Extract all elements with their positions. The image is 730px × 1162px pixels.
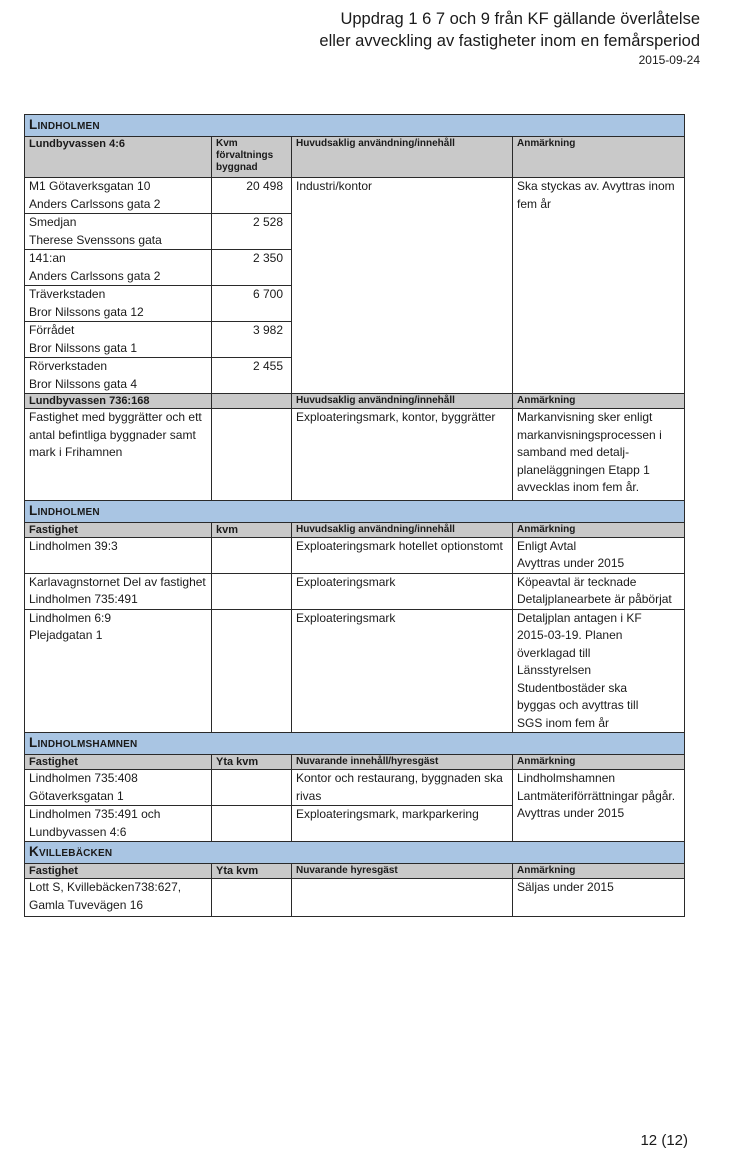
- note-cell: Säljas under 2015: [513, 879, 685, 917]
- col-header-usage: Huvudsaklig användning/innehåll: [292, 522, 513, 537]
- note-cell: Markanvisning sker enligt markanvisningsprocessen i samband med detalj-planeläggningen Etapp 1 avvecklas inom fem år.: [513, 409, 685, 501]
- note-cell: Lindholmshamnen Lantmäteriförrättningar pågår. Avyttras under 2015: [513, 770, 685, 842]
- col-header-kvm: Kvm förvaltnings byggnad: [212, 137, 292, 178]
- kvm-cell: 6 700: [212, 286, 292, 322]
- col-header-note: Anmärkning: [513, 522, 685, 537]
- section-header-lindholmen: [25, 115, 685, 137]
- property-cell: Smedjan Therese Svenssons gata: [25, 214, 212, 250]
- kvm-cell: [212, 573, 292, 609]
- col-header-note: Anmärkning: [513, 755, 685, 770]
- note-cell: Enligt Avtal Avyttras under 2015: [513, 537, 685, 573]
- usage-cell: Exploateringsmark: [292, 609, 513, 733]
- section-header-kvillebacken: [25, 842, 685, 864]
- column-header-row: [25, 137, 685, 178]
- col-header-property: Fastighet: [25, 522, 212, 537]
- property-cell: Lindholmen 735:491 och Lundbyvassen 4:6: [25, 806, 212, 842]
- col-header-note: Anmärkning: [513, 394, 685, 409]
- column-header-row: [25, 755, 685, 770]
- kvm-cell: [212, 409, 292, 501]
- usage-cell: Exploateringsmark: [292, 573, 513, 609]
- kvm-cell: [212, 537, 292, 573]
- usage-cell: Exploateringsmark, markparkering: [292, 806, 513, 842]
- col-header-kvm: Yta kvm: [212, 864, 292, 879]
- usage-cell: Kontor och restaurang, byggnaden ska rivas: [292, 770, 513, 806]
- col-header-property: Fastighet: [25, 755, 212, 770]
- column-header-row: [25, 522, 685, 537]
- kvm-cell: [212, 609, 292, 733]
- section-header-lindholmen: [25, 500, 685, 522]
- note-cell: Ska styckas av. Avyttras inom fem år: [513, 178, 685, 394]
- usage-cell: Industri/kontor: [292, 178, 513, 394]
- col-header-property: Lundbyvassen 4:6: [25, 137, 212, 178]
- note-cell: Detaljplan antagen i KF 2015-03-19. Planen överklagad till Länsstyrelsen Studentbostäder ska byggas och avyttras till SGS inom fem år: [513, 609, 685, 733]
- usage-cell: Exploateringsmark, kontor, byggrätter: [292, 409, 513, 501]
- col-header-kvm: Yta kvm: [212, 755, 292, 770]
- property-cell: Lott S, Kvillebäcken738:627, Gamla Tuvevägen 16: [25, 879, 212, 917]
- table-row: [25, 573, 685, 609]
- usage-cell: Exploateringsmark hotellet optionstomt: [292, 537, 513, 573]
- col-header-note: Anmärkning: [513, 137, 685, 178]
- kvm-cell: 3 982: [212, 322, 292, 358]
- property-cell: Karlavagnstornet Del av fastighet Lindholmen 735:491: [25, 573, 212, 609]
- property-cell: Fastighet med byggrätter och ett antal befintliga byggnader samt mark i Frihamnen: [25, 409, 212, 501]
- table-row: [25, 770, 685, 806]
- property-table: [24, 114, 685, 917]
- col-header-usage: Huvudsaklig användning/innehåll: [292, 394, 513, 409]
- property-cell: Träverkstaden Bror Nilssons gata 12: [25, 286, 212, 322]
- kvm-cell: [212, 806, 292, 842]
- col-header-note: Anmärkning: [513, 864, 685, 879]
- table-row: [25, 409, 685, 501]
- property-cell: Lindholmen 735:408 Götaverksgatan 1: [25, 770, 212, 806]
- column-header-row: [25, 394, 685, 409]
- kvm-cell: [212, 770, 292, 806]
- table-row: [25, 609, 685, 733]
- header-title-line-1: Uppdrag 1 6 7 och 9 från KF gällande överlåtelse: [340, 10, 700, 28]
- property-cell: Lindholmen 6:9 Plejadgatan 1: [25, 609, 212, 733]
- section-header-lindholmshamnen: [25, 733, 685, 755]
- property-cell: 141:an Anders Carlssons gata 2: [25, 250, 212, 286]
- table-row: [25, 879, 685, 917]
- section-title: LINDHOLMSHAMNEN: [29, 735, 138, 750]
- col-header-kvm: [212, 394, 292, 409]
- property-cell: Rörverkstaden Bror Nilssons gata 4: [25, 358, 212, 394]
- section-title: LINDHOLMEN: [29, 502, 100, 518]
- table-row: [25, 537, 685, 573]
- col-header-usage: Nuvarande innehåll/hyresgäst: [292, 755, 513, 770]
- col-header-usage: Huvudsaklig användning/innehåll: [292, 137, 513, 178]
- property-cell: M1 Götaverksgatan 10 Anders Carlssons gata 2: [25, 178, 212, 214]
- section-title: KVILLEBÄCKEN: [29, 844, 113, 859]
- kvm-cell: 2 455: [212, 358, 292, 394]
- column-header-row: [25, 864, 685, 879]
- note-cell: Köpeavtal är tecknade Detaljplanearbete är påbörjat: [513, 573, 685, 609]
- header-date: 2015-09-24: [638, 53, 700, 67]
- col-header-property: Fastighet: [25, 864, 212, 879]
- kvm-cell: 2 528: [212, 214, 292, 250]
- kvm-cell: 20 498: [212, 178, 292, 214]
- kvm-cell: 2 350: [212, 250, 292, 286]
- usage-cell: [292, 879, 513, 917]
- col-header-kvm: kvm: [212, 522, 292, 537]
- kvm-cell: [212, 879, 292, 917]
- property-cell: Förrådet Bror Nilssons gata 1: [25, 322, 212, 358]
- header-title-line-2: eller avveckling av fastigheter inom en femårsperiod: [319, 32, 700, 50]
- table-row: [25, 178, 685, 214]
- col-header-usage: Nuvarande hyresgäst: [292, 864, 513, 879]
- col-header-property: Lundbyvassen 736:168: [25, 394, 212, 409]
- section-title: LINDHOLMEN: [29, 117, 100, 132]
- property-cell: Lindholmen 39:3: [25, 537, 212, 573]
- page-number: 12 (12): [640, 1132, 688, 1149]
